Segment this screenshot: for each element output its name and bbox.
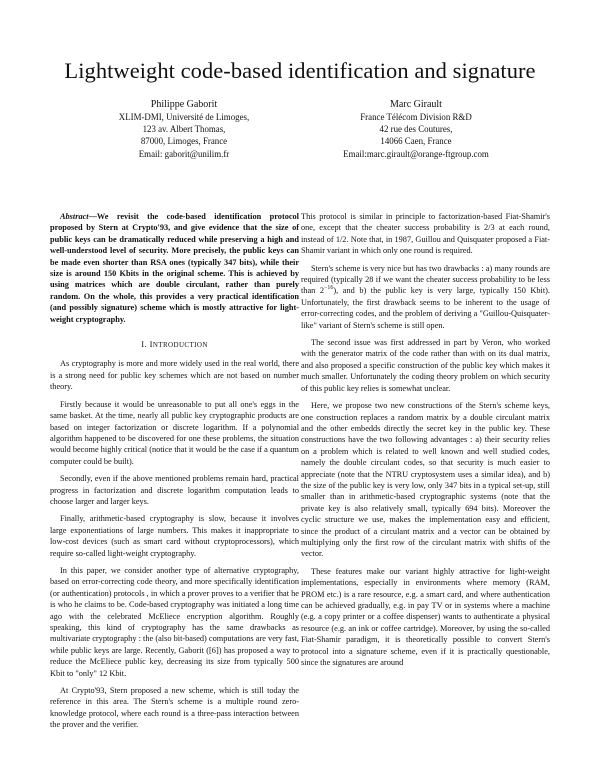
author-email: Email: gaborit@unilim.fr	[138, 148, 230, 159]
author-name: Philippe Gaborit	[150, 99, 218, 110]
paragraph: Here, we propose two new constructions of the Stern's scheme keys, one construction replaces a random matrix by a double circulant matrix and the other embedds directly the secret key in the public key. These constructions have the two following advantages : a) their security relies on a problem which is related to well known and well studied codes, namely the double circulant codes, so that security is much easier to appreciate (note that the NTRU cryptosystem uses a similar idea), and b) the size of the public key is very low, only 347 bits in a typical set-up, still smaller than in arithmetic-based cryptographic systems (note that the private key is also relatively small, typically 694 bits). Moreover the cyclic structure we use, makes the implementation easy and efficient, since the product of a circulant matrix and a vector can be obtained by multiplying only the first row of the circulant matrix with shifts of the vector.	[301, 401, 550, 559]
paragraph-text: Stern's scheme is very nice but has two drawbacks : a) many rounds are required (typically 28 if we want the cheater success probability to be less than 2	[301, 263, 550, 296]
paragraph: Firstly because it would be unreasonable to put all one's eggs in the same basket. At the time, nearly all public key cryptographic products are based on integer factorization or discrete logarithm. If a polynomial algorithm happened to be discovered for one these problems, the situation would become highly critical (notice that it would be the case if a quantum computer could be built).	[50, 399, 299, 466]
section-initial: I	[149, 339, 153, 350]
abstract-text: —We revisit the code-based identification protocol proposed by Stern at Crypto'93, and give evidence that the size of public keys can be dramatically reduced while preserving a high and well-understood level of security. More precisely, the public keys can be made even shorter than RSA ones (typically 347 bits), while their size is around 150 Kbits in the original scheme. This is achieved by using matrices which are double circulant, rather than purely random. On the whole, this provides a very practical identification (and possibly signature) scheme which is mostly attractive for light-weight cryptography.	[50, 212, 299, 324]
author-city: 14066 Caen, France	[380, 136, 452, 147]
author-block-2	[296, 98, 536, 160]
paragraph: Secondly, even if the above mentioned problems remain hard, practical progress in factorization and discrete logarithm computation leads to choose larger and larger keys.	[50, 474, 299, 506]
right-column	[301, 211, 550, 674]
paragraph: As cryptography is more and more widely used in the real world, there is a strong need for public key schemes which are not based on number theory.	[50, 359, 299, 392]
author-city: 87000, Limoges, France	[140, 136, 228, 147]
abstract	[50, 211, 299, 325]
abstract-label: Abstract	[60, 212, 89, 221]
section-heading	[50, 339, 299, 351]
author-block-1	[64, 98, 304, 160]
author-address: 123 av. Albert Thomas,	[142, 124, 226, 135]
exponent: −16	[324, 285, 334, 292]
paper-title: Lightweight code-based identification and signature	[64, 58, 536, 83]
paragraph-text: ), and b) the public key is very large, typically 150 Kbit). Unfortunately, the first drawback seems to be inherent to the usage of error-correcting codes, and the problem of deriving a "Guillou-Quisquater-like" variant of Stern's scheme is still open.	[301, 286, 550, 330]
author-address: 42 rue des Coutures,	[379, 124, 453, 135]
paragraph: These features make our variant highly attractive for light-weight implementations, especially in environments where memory (RAM, PROM etc.) is a rare resource, e.g. a smart card, and where authentication can be achieved gradually, e.g. in pay TV or in systems where a machine (e.g. a copy printer or a coffee dispenser) wants to authenticate a physical resource (e.g. an ink or coffee cartridge). Moreover, by using the so-called Fiat-Shamir paradigm, it is theoretically possible to convert Stern's protocol into a signature scheme, even if it is practically questionable, since the signatures are around	[301, 566, 550, 668]
paragraph: The second issue was first addressed in part by Veron, who worked with the generator matrix of the code rather than with on its dual matrix, and also proposed a specific construction of the public key which makes it much smaller. Unfortunately the coding theory problem on which security of this public key relies is somewhat unclear.	[301, 338, 550, 393]
author-email: Email:marc.girault@orange-ftgroup.com	[343, 148, 489, 159]
section-title: NTRODUCTION	[152, 341, 208, 350]
author-affiliation: XLIM-DMI, Université de Limoges,	[118, 112, 250, 122]
left-column	[50, 211, 299, 737]
paragraph: In this paper, we consider another type of alternative cryptography, based on error-correcting code theory, and more specifically identification (or authentication) protocols , in which a prover proves to a verifier that he is who he claims to be. Code-based cryptography was initiated a long time ago with the celebrated McEliece encryption algorithm. Roughly speaking, this kind of cryptography has the same drawbacks as multivariate cryptography : the (also bit-based) computations are very fast, while public keys are large. Recently, Gaborit ([6]) has proposed a way to reduce the McEliece public key, decreasing its size from typically 500 Kbit to "only" 12 Kbit.	[50, 565, 299, 678]
paragraph: At Crypto'93, Stern proposed a new scheme, which is still today the reference in this area. The Stern's scheme is a multiple round zero-knowledge protocol, where each round is a three-pass interaction between the prover and the verifier.	[50, 686, 299, 730]
paragraph	[301, 263, 550, 331]
section-number: I.	[141, 339, 148, 350]
paragraph: Finally, arithmetic-based cryptography is slow, because it involves large exponentiations of large numbers. This makes it inappropriate to low-cost devices (such as smart card without cryptoprocessors), which require so-called light-weight cryptography.	[50, 514, 299, 558]
paragraph-continued: This protocol is similar in principle to factorization-based Fiat-Shamir's one, except that the cheater success probability is 2/3 at each round, instead of 1/2. Note that, in 1987, Guillou and Quisquater proposed a Fiat-Shamir variant in which only one round is required.	[301, 212, 550, 256]
author-affiliation: France Télécom Division R&D	[360, 112, 472, 122]
author-name: Marc Girault	[390, 99, 442, 110]
